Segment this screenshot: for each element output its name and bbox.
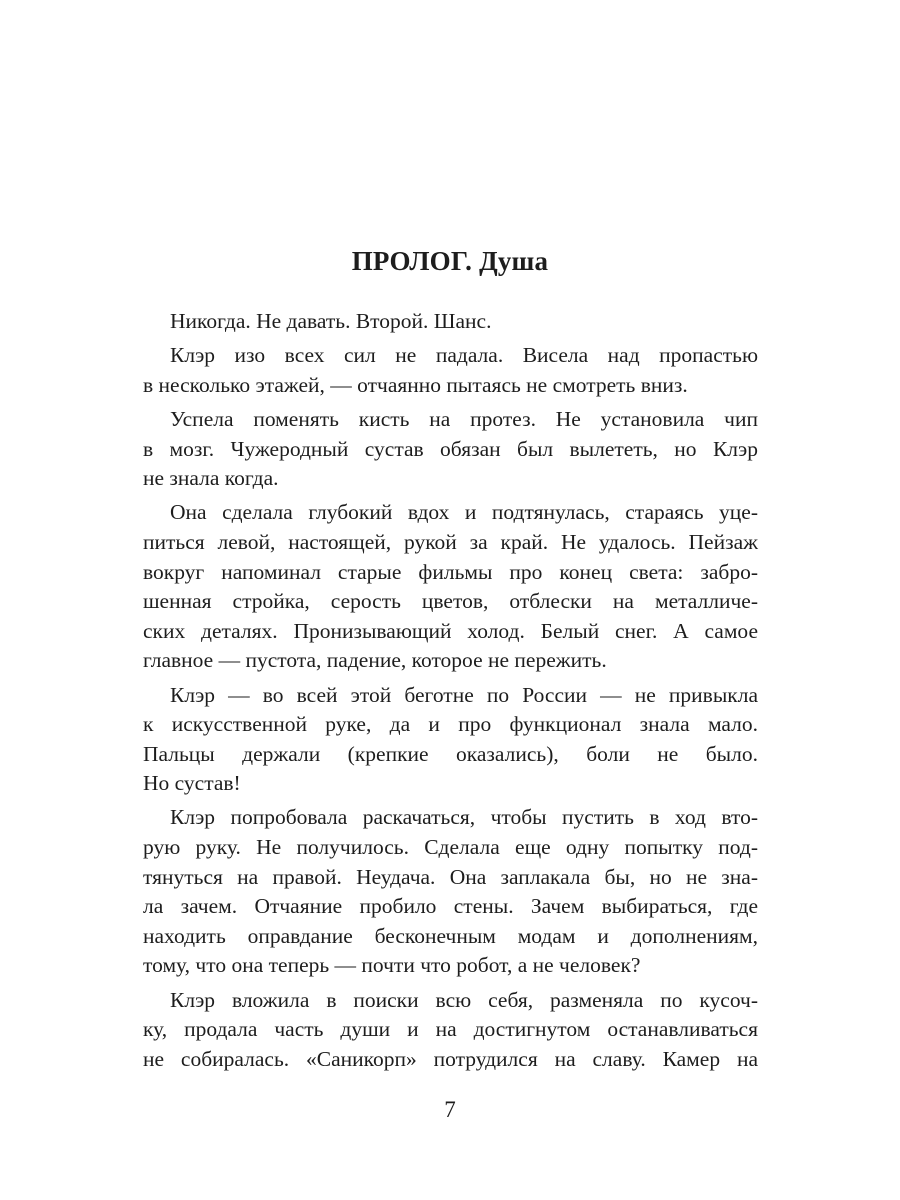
text-line: Никогда. Не давать. Второй. Шанс. bbox=[170, 309, 492, 333]
text-line: Клэр — во всей этой беготне по России — не привыкла bbox=[170, 682, 758, 707]
text-line: вокруг напоминал старые фильмы про конец света: забро- bbox=[143, 559, 758, 584]
text-line: Но сустав! bbox=[143, 771, 241, 796]
text-line: ла зачем. Отчаяние пробило стены. Зачем выбираться, где bbox=[143, 894, 758, 919]
text-line: тянуться на правой. Неудача. Она заплакала бы, но не зна- bbox=[143, 864, 758, 889]
text-line: Клэр попробовала раскачаться, чтобы пустить в ход вто- bbox=[170, 805, 758, 830]
paragraph bbox=[143, 405, 758, 494]
chapter-title: ПРОЛОГ. Душа bbox=[351, 246, 549, 276]
paragraph bbox=[143, 307, 758, 337]
text-line: тому, что она теперь — почти что робот, а не человек? bbox=[143, 953, 641, 978]
text-line: к искусственной руке, да и про функционал знала мало. bbox=[143, 712, 758, 737]
text-line: Пальцы держали (крепкие оказались), боли не было. bbox=[143, 741, 758, 766]
paragraph bbox=[143, 681, 758, 799]
paragraph bbox=[143, 498, 758, 676]
text-line: в несколько этажей, — отчаянно пытаясь не смотреть вниз. bbox=[143, 372, 688, 397]
text-line: находить оправдание бесконечным модам и дополнениям, bbox=[143, 923, 758, 948]
paragraph bbox=[143, 803, 758, 981]
text-line: рую руку. Не получилось. Сделала еще одну попытку под- bbox=[143, 835, 758, 860]
text-line: главное — пустота, падение, которое не пережить. bbox=[143, 648, 607, 673]
text-line: Клэр изо всех сил не падала. Висела над пропастью bbox=[170, 343, 758, 368]
text-line: Она сделала глубокий вдох и подтянулась, стараясь уце- bbox=[170, 500, 758, 525]
text-line: шенная стройка, серость цветов, отблески на металличе- bbox=[143, 589, 758, 614]
text-line: Успела поменять кисть на протез. Не установила чип bbox=[170, 406, 758, 431]
text-line: ку, продала часть души и на достигнутом останавливаться bbox=[143, 1017, 758, 1042]
page-number: 7 bbox=[444, 1097, 456, 1122]
text-line: не собиралась. «Саникорп» потрудился на славу. Камер на bbox=[143, 1046, 758, 1071]
text-line: ских деталях. Пронизывающий холод. Белый снег. А самое bbox=[143, 618, 758, 643]
text-line: не знала когда. bbox=[143, 466, 279, 491]
text-line: питься левой, настоящей, рукой за край. Не удалось. Пейзаж bbox=[143, 529, 758, 554]
paragraph bbox=[143, 986, 758, 1075]
paragraph bbox=[143, 341, 758, 400]
body-text bbox=[143, 307, 758, 1074]
text-line: в мозг. Чужеродный сустав обязан был вылететь, но Клэр bbox=[143, 436, 758, 461]
text-line: Клэр вложила в поиски всю себя, разменяла по кусоч- bbox=[170, 987, 758, 1012]
